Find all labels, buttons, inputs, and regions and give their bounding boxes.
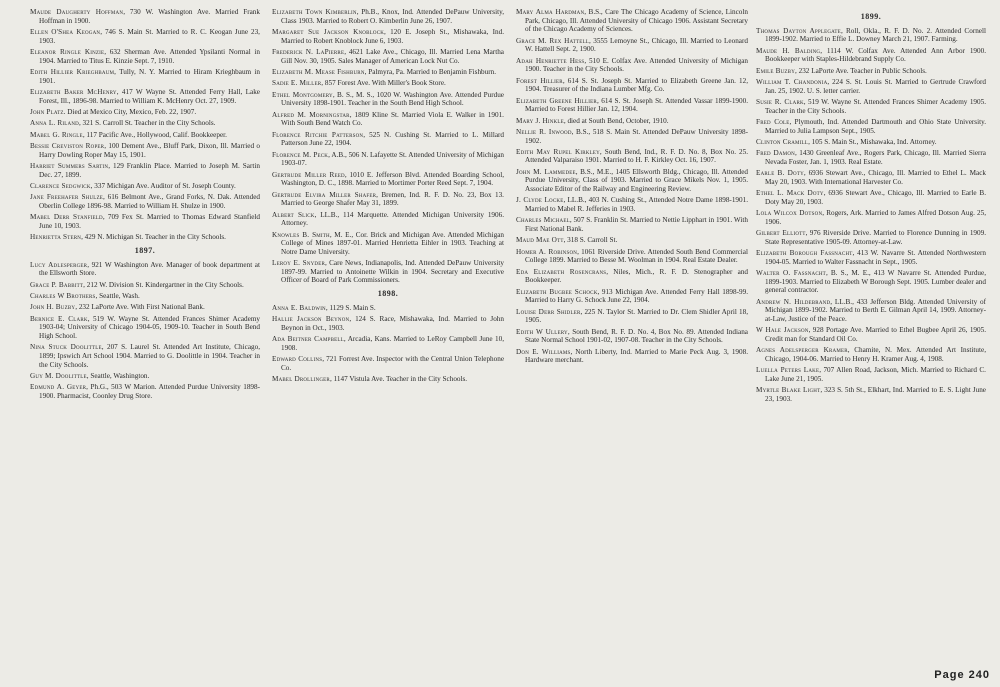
alumni-details: , Rogers, Ark. Married to James Alfred Dotson Aug. 25, 1906.	[765, 209, 986, 226]
alumni-entry	[516, 77, 748, 94]
alumni-entry	[516, 196, 748, 213]
alumni-name: Nina Stuck Doolittle	[30, 343, 102, 352]
alumni-name: Alfred M. Morningstar	[272, 110, 350, 119]
alumni-details: , LL.B., 433 Jefferson Bldg. Attended University of Michigan 1899-1902. Married to Berth E. Gilman April 14, 1909. Attorney-at-Law, Justice of the Peace.	[765, 297, 986, 323]
alumni-entry	[30, 281, 260, 290]
alumni-details: , 525 N. Cushing St. Married to L. Millard Patterson June 22, 1904.	[281, 130, 505, 148]
alumni-name: Fred Damon	[756, 149, 795, 158]
alumni-name: Henrietta Stern	[30, 233, 82, 242]
alumni-name: Albert Slick	[272, 210, 315, 219]
alumni-entry	[272, 91, 504, 108]
alumni-details: , 413 W. Navarre St. Attended Northwestern 1904-05. Married to Walter Fassnacht in Sept., 1905.	[765, 249, 986, 266]
alumni-entry	[756, 269, 986, 295]
alumni-details: , 321 S. Carroll St. Teacher in the City Schools.	[78, 119, 216, 128]
alumni-entry	[30, 261, 260, 278]
alumni-name: Gilbert Elliott	[756, 229, 806, 238]
alumni-name: Leroy E. Snyder	[272, 259, 326, 268]
alumni-entry	[30, 108, 260, 117]
alumni-entry	[756, 386, 986, 403]
alumni-details: , 507 S. Franklin St. Married to Nettie Lipphart in 1901. With First National Bank.	[525, 216, 748, 234]
alumni-details: , 232 LaPorte Ave. Teacher in Public Schools.	[795, 66, 927, 75]
alumni-entry	[272, 259, 504, 285]
alumni-details: , 105 S. Main St., Mishawaka, Ind. Attorney.	[808, 137, 937, 146]
alumni-entry	[272, 8, 504, 25]
alumni-details: , 1147 Vistula Ave. Teacher in the City Schools.	[329, 374, 468, 383]
alumni-name: Hallie Jackson Beynon	[272, 314, 350, 323]
alumni-details: . Died at Mexico City, Mexico, Feb. 22, 1907.	[63, 107, 197, 116]
alumni-entry	[756, 78, 986, 95]
alumni-entry	[756, 27, 986, 44]
alumni-name: Gertrude Elvira Miller Shafer	[272, 190, 377, 199]
alumni-name: Elizabeth Baker McHenry	[30, 87, 117, 96]
alumni-entry	[516, 97, 748, 114]
alumni-details: , 3555 Lemoyne St., Chicago, Ill. Married to Leonard W. Hattell Sept. 2, 1900.	[525, 36, 748, 54]
alumni-details: , 207 S. Laurel St. Attended Art Institute, Chicago, 1899; Ipswich Art School 1904. Married to G. Doolittle in 1904. Teacher in the City Schools.	[39, 343, 260, 369]
alumni-entry	[756, 229, 986, 246]
alumni-name: Bernice E. Clark	[30, 314, 88, 323]
alumni-details: , 976 Riverside Drive. Married to Florence Dunning in 1909. State Representative 1905-09. Attorney-at-Law.	[765, 229, 986, 246]
alumni-details: , B. S., M. S., 1020 W. Washington Ave. Attended Purdue University 1898-1901. Teacher in the South Bend High School.	[281, 90, 504, 108]
alumni-details: , 4621 Lake Ave., Chicago, Ill. Married Lena Martha Gill Nov. 30, 1905. Sales Manager of American Lock Nut Co.	[281, 47, 504, 65]
alumni-details: , 318 S. Carroll St.	[563, 236, 618, 245]
alumni-entry	[272, 111, 504, 128]
alumni-name: Myrtle Blake Light	[756, 386, 821, 395]
alumni-details: , 510 E. Colfax Ave. Attended University of Michigan 1900. Teacher in the City Schools.	[525, 56, 749, 74]
alumni-name: W Hale Jackson	[756, 326, 809, 335]
alumni-name: John M. Lammedee	[516, 167, 576, 176]
alumni-entry	[756, 138, 986, 147]
alumni-entry	[516, 128, 748, 145]
alumni-details: , 921 W Washington Ave. Manager of book department at the Ellsworth Store.	[39, 260, 260, 278]
alumni-details: , Niles, Mich., R. F. D. Stenographer and Bookkeeper.	[525, 267, 749, 285]
alumni-name: Elizabeth Bugbee Schock	[516, 287, 598, 296]
alumni-details: , died at South Bend, October, 1910.	[563, 116, 669, 125]
alumni-name: Grace M. Rex Hattell	[516, 36, 589, 45]
alumni-entry	[30, 292, 260, 301]
alumni-entry	[30, 383, 260, 400]
alumni-name: Jane Freehafer Shulze	[30, 193, 104, 202]
class-year-heading: 1899.	[860, 12, 882, 21]
alumni-entry	[272, 79, 504, 88]
page-number: Page 240	[934, 669, 990, 681]
alumni-details: , 614 S. St. Joseph St. Attended Vassar 1899-1900. Married to Forest Hillier Jan. 12, 1904.	[525, 96, 748, 114]
alumni-entry	[756, 209, 986, 226]
alumni-entry	[272, 304, 504, 313]
alumni-entry	[30, 193, 260, 210]
alumni-details: , 632 Sherman Ave. Attended Ypsilanti Normal in 1904. Married to Titus E. Kinzie Sept. 7, 1910.	[39, 47, 260, 65]
alumni-name: Edith W Ullery	[516, 327, 568, 336]
alumni-entry	[272, 28, 504, 45]
alumni-details: , 129 Franklin Place. Married to Joseph M. Sartin Dec. 27, 1899.	[39, 162, 260, 179]
alumni-entry	[756, 249, 986, 266]
alumni-details: , 730 W. Washington Ave. Married Frank Hoffman in 1900.	[39, 8, 260, 25]
alumni-name: Louise Derr Shidler	[516, 307, 581, 316]
alumni-name: John Platz	[30, 107, 64, 116]
alumni-entry	[516, 117, 748, 126]
alumni-details: , 928 Portage Ave. Married to Ethel Bugbee April 26, 1905. Credit man for Standard Oil Co.	[765, 326, 986, 343]
alumni-name: Gertrude Miller Reed	[272, 170, 345, 179]
alumni-name: John H. Buzby	[30, 303, 76, 312]
alumni-entry	[30, 28, 260, 45]
alumni-name: Edith Hillier Krieghbaum	[30, 67, 115, 76]
alumni-entry	[30, 8, 260, 25]
alumni-details: , 709 Fex St. Married to Thomas Edward Stanfield June 10, 1903.	[39, 213, 260, 231]
alumni-entry	[272, 171, 504, 188]
alumni-details: , 1010 E. Jefferson Blvd. Attended Boarding School, Washington, D. C., 1898. Married to Mortimer Porter Reed Sept. 7, 1904.	[281, 170, 504, 188]
alumni-entry	[30, 119, 260, 128]
alumni-entry	[272, 375, 504, 384]
alumni-details: , Seattle, Wash.	[95, 291, 140, 300]
alumni-entry	[516, 8, 748, 34]
alumni-details: , 1809 Kline St. Married Viola E. Walker in 1901. With South Bend Watch Co.	[281, 110, 504, 128]
alumni-entry	[516, 348, 748, 365]
alumni-entry	[272, 68, 504, 77]
alumni-details: , Ph.G., 503 W Marion. Attended Purdue University 1898-1900. Pharmacist, Coonley Drug Store.	[39, 383, 260, 400]
alumni-name: Charles W Brothers	[30, 291, 96, 300]
alumni-name: Mabel G. Ringle	[30, 130, 83, 139]
alumni-name: Margaret Sue Jackson Knoblock	[272, 27, 385, 36]
alumni-name: Edward Collins	[272, 354, 323, 363]
alumni-entry	[30, 182, 260, 191]
alumni-entry	[30, 48, 260, 65]
alumni-entry	[756, 67, 986, 76]
alumni-details: , 519 W. Wayne St. Attended Frances Shimer Academy 1905. Teacher in the City Schools.	[765, 97, 986, 115]
alumni-details: , 857 Forest Ave. With Miller's Book Store.	[321, 79, 446, 88]
alumni-details: , A.B., 506 N. Lafayette St. Attended University of Michigan 1903-07.	[281, 150, 504, 168]
alumni-entry	[516, 37, 748, 54]
alumni-details: , 117 Pacific Ave., Hollywood, Calif. Bookkeeper.	[82, 130, 227, 139]
alumni-entry	[272, 151, 504, 168]
alumni-name: Walter O. Fassnacht	[756, 269, 826, 278]
alumni-details: , 6936 Stewart Ave., Chicago, Ill. Married to Earle B. Doty May 20, 1903.	[765, 189, 986, 206]
alumni-entry	[756, 149, 986, 166]
alumni-entry	[516, 288, 748, 305]
alumni-name: Mabel Derr Stanfield	[30, 213, 103, 222]
alumni-details: , Chamite, N. Mex. Attended Art Institute, Chicago, 1904-06. Married to Henry H. Kramer Aug. 4, 1908.	[765, 346, 986, 363]
alumni-details: , B.S., 518 S. Main St. Attended DePauw University 1898-1902.	[525, 127, 749, 145]
alumni-name: Thomas Dayton Applegate	[756, 26, 841, 35]
alumni-name: Forest Hillier	[516, 76, 563, 85]
alumni-details: , 519 W. Wayne St. Attended Frances Shimer Academy 1903-04; University of Chicago 1904-05, 1909-10. Teacher in South Bend High School.	[39, 314, 261, 340]
alumni-details: , 124 S. Race, Mishawaka, Ind. Married to John Beynon in Oct., 1903.	[281, 314, 504, 332]
alumni-name: Eda Elizabeth Rosencrans	[516, 267, 607, 276]
alumni-entry	[756, 189, 986, 206]
alumni-entry	[516, 57, 748, 74]
alumni-details: , 232 LaPorte Ave. With First National Bank.	[75, 303, 205, 312]
alumni-details: , B.S., M.E., 1405 Ellsworth Bldg., Chicago, Ill. Attended Purdue University, Class of 1903. Married to Grace Mikels Nov. 1, 1905. Associate Editor of the Railway and Engineering Review.	[525, 167, 748, 194]
alumni-details: , LL.B., 114 Marquette. Attended Michigan University 1906. Attorney.	[281, 210, 504, 228]
alumni-entry	[30, 315, 260, 341]
alumni-details: , Care News, Indianapolis, Ind. Attended DePauw University 1897-99. Married to Antoinette Wilkin in 1904. Secretary and Executive Officer of Board of Park Commissioners.	[281, 259, 504, 285]
alumni-entry	[516, 248, 748, 265]
alumni-entry	[30, 372, 260, 381]
alumni-name: Lucy Adlesperger	[30, 260, 88, 269]
alumni-name: Anna E. Baldwin	[272, 303, 326, 312]
alumni-entry	[756, 298, 986, 324]
alumni-entry	[272, 335, 504, 352]
alumni-name: Nellie R. Inwood	[516, 127, 572, 136]
alumni-name: Elizabeth Borough Fassnacht	[756, 249, 853, 258]
column-4	[756, 8, 986, 406]
alumni-name: Florence M. Peck	[272, 150, 329, 159]
alumni-name: Homer A. Robinson	[516, 247, 578, 256]
alumni-entry	[756, 169, 986, 186]
alumni-details: , 429 N. Michigan St. Teacher in the City Schools.	[81, 233, 226, 242]
alumni-entry	[272, 131, 504, 148]
alumni-entry	[272, 191, 504, 208]
alumni-name: Grace P. Babbitt	[30, 280, 84, 289]
alumni-name: Frederick N. LaPierre	[272, 47, 345, 56]
alumni-entry	[516, 148, 748, 165]
alumni-details: , 100 Dement Ave., Bluff Park, Dixon, Ill. Married o Harry Dowling Roper May 15, 1901.	[39, 142, 260, 159]
alumni-details: , 913 Michigan Ave. Attended Ferry Hall 1898-99. Married to Harry G. Schock June 22, 1904.	[525, 287, 748, 305]
alumni-details: , 225 N. Taylor St. Married to Dr. Clem Shidler April 18, 1905.	[525, 307, 748, 325]
alumni-entry	[30, 88, 260, 105]
alumni-name: Ethel L. Mack Doty	[756, 189, 824, 198]
alumni-details: , Ph.B., Knox, Ind. Attended DePauw University, Class 1903. Married to Robert O. Kimberlin June 26, 1907.	[281, 8, 504, 25]
alumni-entry	[272, 231, 504, 257]
alumni-details: , 224 S. St. Louis St. Married to Gertrude Crawford Jan. 25, 1902. U. S. letter carrier.	[765, 77, 986, 95]
alumni-name: Fred Cole	[756, 117, 790, 126]
alumni-entry	[272, 355, 504, 372]
alumni-entry	[30, 213, 260, 230]
alumni-details: , 6936 Stewart Ave., Chicago, Ill. Married to Ethel L. Mack May 20, 1903. With International Harvester Co.	[765, 169, 986, 186]
alumni-name: Luella Peters Lake	[756, 366, 820, 375]
alumni-name: Charles Michael	[516, 216, 570, 225]
alumni-entry	[516, 168, 748, 194]
alumni-entry	[30, 162, 260, 179]
alumni-details: , 1061 Riverside Drive. Attended South Bend Commercial College 1899. Married to Besse M. Woolman in 1904. Real Estate Dealer.	[525, 247, 748, 265]
alumni-details: , 1129 S. Main S.	[325, 303, 376, 312]
alumni-entry	[756, 346, 986, 363]
alumni-name: Eleanor Ringle Kinzie	[30, 47, 105, 56]
alumni-entry	[30, 303, 260, 312]
alumni-details: , 120 E. Joseph St., Mishawaka, Ind. Married to Robert Knoblock June 6, 1903.	[281, 27, 504, 45]
alumni-details: , LL.B., 403 N. Cushing St., Attended Notre Dame 1898-1901. Married to Mabel R. Jefferies in 1903.	[525, 196, 748, 214]
alumni-entry	[756, 326, 986, 343]
column-3	[516, 8, 748, 368]
class-year-heading: 1898.	[377, 288, 399, 298]
alumni-name: Don E. Williams	[516, 347, 571, 356]
alumni-details: , Plymouth, Ind. Attended Dartmouth and Ohio State University. Married to Julia Lampson Sept., 1905.	[765, 117, 986, 135]
alumni-details: , Palmyra, Pa. Married to Benjamin Fishburn.	[364, 67, 497, 76]
alumni-name: Sadie E. Miller	[272, 79, 322, 88]
alumni-name: Florence Ritchie Patterson	[272, 130, 364, 139]
alumni-entry	[516, 216, 748, 233]
alumni-name: Guy M. Doolittle	[30, 371, 87, 380]
alumni-details: , B.S., Care The Chicago Academy of Science, Lincoln Park, Chicago, Ill. Attended University of Chicago 1906. Assistant Secretary of the Chicago Academy of Sciences.	[525, 8, 748, 34]
alumni-entry	[756, 98, 986, 115]
alumni-details: , North Liberty, Ind. Married to Marie Peck Aug. 3, 1908. Hardware merchant.	[525, 347, 749, 365]
alumni-name: Maude H. Balding	[756, 46, 821, 55]
alumni-details: , 746 S. Main St. Married to R. C. Keogan June 23, 1903.	[39, 27, 260, 45]
alumni-name: Edmund A. Geyer	[30, 383, 87, 392]
alumni-entry	[516, 308, 748, 325]
alumni-name: Clarence Sedgwick	[30, 182, 91, 191]
alumni-name: Maude Daugherty Hoffman	[30, 8, 124, 16]
alumni-entry	[30, 131, 260, 140]
alumni-entry	[756, 366, 986, 383]
alumni-entry	[516, 236, 748, 245]
alumni-details: , B. S., M. E., 413 W Navarre St. Attended Purdue, 1899-1903. Married to Elizabeth W Borough Sept. 1905. Lumber dealer and general contractor.	[765, 269, 986, 295]
alumni-entry	[756, 47, 986, 64]
alumni-details: , Tully, N. Y. Married to Hiram Krieghbaum in 1901.	[39, 67, 260, 85]
alumni-name: Elizabeth Greene Hillier	[516, 96, 597, 105]
alumni-name: Lola Wilcox Dotson	[756, 209, 823, 218]
alumni-entry	[272, 315, 504, 332]
alumni-details: , 417 W Wayne St. Attended Ferry Hall, Lake Forest, Ill., 1896-98. Married to William K. McHenry Oct. 27, 1909.	[39, 87, 260, 105]
alumni-name: Elizabeth Town Kimberlin	[272, 8, 357, 16]
alumni-name: Mary Alma Hardman	[516, 8, 585, 16]
alumni-name: Clinton Cramill	[756, 137, 809, 146]
alumni-name: Anna L. Riland	[30, 119, 79, 128]
alumni-details: , 323 S. 5th St., Elkhart, Ind. Married to E. S. Light June 23, 1903.	[765, 386, 986, 403]
alumni-name: Knowles B. Smith	[272, 230, 330, 239]
alumni-entry	[272, 48, 504, 65]
alumni-name: Ellen O'Shea Keogan	[30, 27, 101, 36]
alumni-entry	[516, 328, 748, 345]
alumni-name: Harriet Summers Sartin	[30, 162, 109, 171]
alumni-details: , 614 S. St. Joseph St. Married to Elizabeth Greene Jan. 12, 1904. Treasurer of the Indiana Lumber Mfg. Co.	[525, 76, 748, 94]
alumni-name: J. Clyde Locke	[516, 196, 564, 205]
alumni-name: Ethel Montgomery	[272, 90, 333, 99]
alumni-name: Elizabeth M. Mease Fishburn	[272, 67, 365, 76]
alumni-name: William T. Chandonia	[756, 77, 828, 86]
alumni-details: , 337 Michigan Ave. Auditor of St. Joseph County.	[90, 182, 236, 191]
alumni-details: , South Bend, R. F. D. No. 4, Box No. 89. Attended Indiana State Normal School 1901-02, 1907-08. Teacher in the City Schools.	[525, 327, 749, 345]
alumni-details: , 212 W. Division St. Kindergartner in the City Schools.	[83, 280, 244, 289]
alumni-details: , South Bend, Ind., R. F. D. No. 8, Box No. 25. Attended Valparaiso 1901. Married to H. F. Kirkley Oct. 16, 1907.	[525, 147, 749, 165]
alumni-name: Adah Henriette Hess	[516, 56, 585, 65]
column-1	[30, 8, 260, 403]
alumni-name: Agnes Adelsperger Kramer	[756, 346, 848, 355]
alumni-details: , 707 Allen Road, Jackson, Mich. Married to Richard C. Lake June 21, 1905.	[765, 366, 986, 383]
alumni-details: , 616 Belmont Ave., Grand Forks, N. Dak. Attended Oberlin College 1896-98. Married to William H. Shulze in 1900.	[39, 193, 260, 211]
alumni-name: Maud Mae Ott	[516, 236, 564, 245]
alumni-entry	[30, 343, 260, 369]
alumni-details: , 1114 W. Colfax Ave. Attended Ann Arbor 1900. Bookkeeper with Staples-Hildebrand Supply Co.	[765, 46, 987, 64]
column-2	[272, 8, 504, 386]
alumni-name: Ada Beitner Campbell	[272, 334, 344, 343]
alumni-entry	[30, 142, 260, 159]
alumni-entry	[30, 233, 260, 242]
alumni-entry	[516, 268, 748, 285]
alumni-name: Edith May Rupel Kirkley	[516, 147, 600, 156]
alumni-name: Bessie Creviston Roper	[30, 142, 105, 151]
alumni-name: Susie R. Clark	[756, 97, 804, 106]
alumni-entry	[30, 68, 260, 85]
alumni-details: , Roll, Okla., R. F. D. No. 2. Attended Cornell 1899-1902. Married to Effie L. Downey March 21, 1907. Farming.	[765, 26, 986, 44]
alumni-name: Mabel Drollinger	[272, 374, 330, 383]
alumni-entry	[272, 211, 504, 228]
alumni-details: , Bremen, Ind. R. F. D. No. 23, Box 13. Married to George Shafer May 31, 1899.	[281, 190, 504, 208]
alumni-details: , M. E., Cor. Brick and Michigan Ave. Attended Michigan College of Mines 1897-01. Married Henrietta Eihler in 1903. Teaching at Notre Dame University.	[281, 230, 504, 256]
alumni-entry	[756, 118, 986, 135]
alumni-details: , 1430 Greenleaf Ave., Rogers Park, Chicago, Ill. Married Sierra Nevada Foster, Jan. 1, 1903. Real Estate.	[765, 149, 986, 166]
alumni-name: Andrew N. Hildebrand	[756, 297, 831, 306]
alumni-details: , Seattle, Washington.	[86, 371, 150, 380]
alumni-name: Emile Buzby	[756, 66, 796, 75]
alumni-details: , Arcadia, Kans. Married to LeRoy Campbell June 10, 1908.	[281, 334, 504, 352]
alumni-name: Mary J. Hinkle	[516, 116, 564, 125]
alumni-details: , 721 Forrest Ave. Inspector with the Central Union Telephone Co.	[281, 354, 505, 372]
class-year-heading: 1897.	[134, 246, 156, 256]
alumni-name: Earle B. Doty	[756, 169, 804, 178]
